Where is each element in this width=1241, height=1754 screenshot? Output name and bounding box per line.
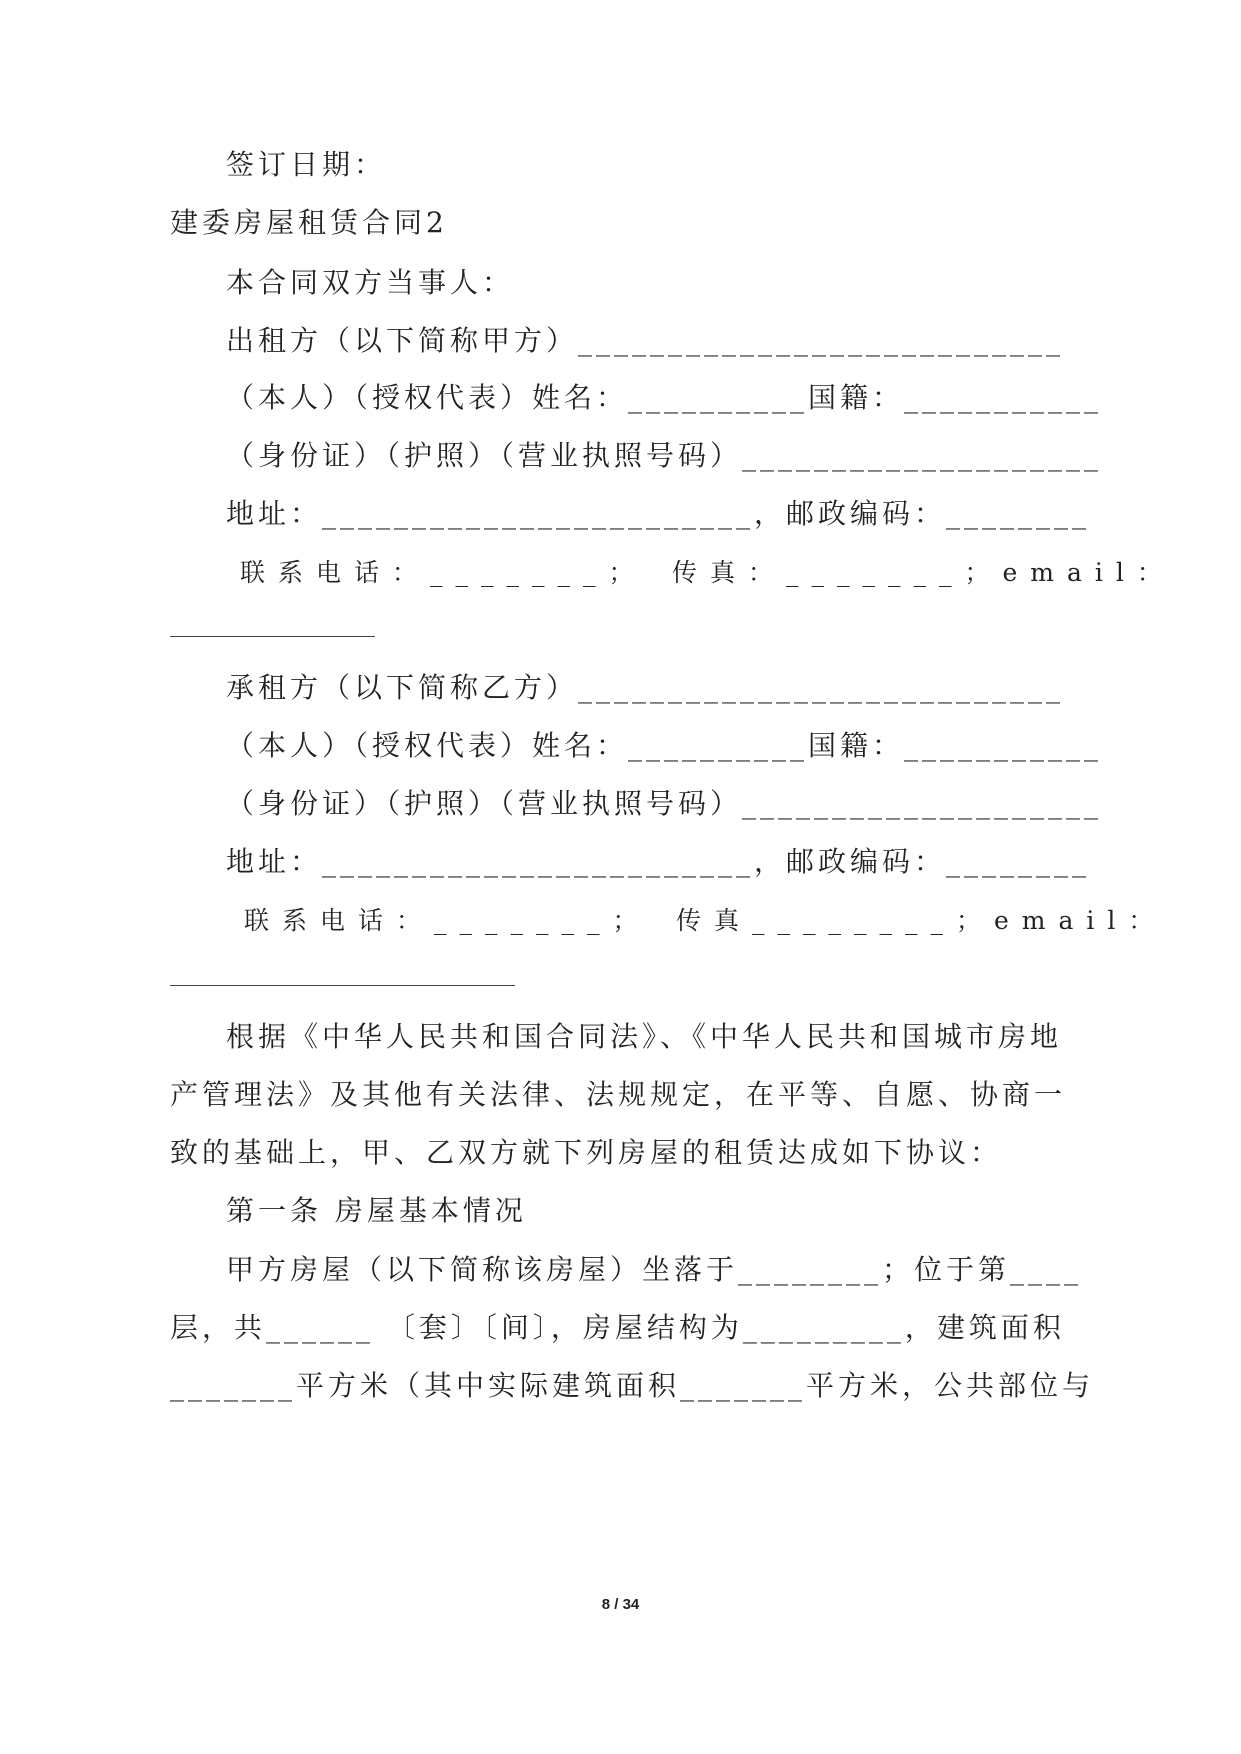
- article-one-heading: 第一条 房屋基本情况: [226, 1194, 527, 1227]
- lessee-name-nationality: （本人）（授权代表）姓名：__________国籍：___________: [226, 729, 1103, 762]
- article-one-line-3: _______平方米（其中实际建筑面积_______平方米，公共部位与: [170, 1369, 1095, 1402]
- lessee-email-blank: [170, 985, 515, 986]
- article-one-line-1: 甲方房屋（以下简称该房屋）坐落于________；位于第____: [226, 1253, 1083, 1286]
- lessee-contact: 联系电话：_______； 传真________；email：: [244, 906, 1167, 935]
- lessor-address: 地址：________________________，邮政编码：________: [226, 497, 1091, 530]
- lessor-email-blank: [170, 636, 375, 637]
- contract-title: 建委房屋租赁合同2: [170, 206, 448, 239]
- parties-heading: 本合同双方当事人：: [226, 266, 515, 299]
- article-one-line-2: 层，共______ 〔套〕〔间〕，房屋结构为_________，建筑面积: [170, 1311, 1065, 1344]
- lessee-id-number: （身份证）（护照）（营业执照号码）____________________: [226, 787, 1103, 820]
- signing-date-label: 签订日期：: [226, 148, 387, 181]
- preamble-line-3: 致的基础上，甲、乙双方就下列房屋的租赁达成如下协议：: [170, 1136, 1003, 1169]
- page-number: 8 / 34: [601, 1596, 640, 1613]
- lessor-line: 出租方（以下简称甲方）___________________________: [226, 324, 1065, 357]
- preamble-line-1: 根据《中华人民共和国合同法》、《中华人民共和国城市房地: [226, 1020, 1063, 1053]
- lessor-name-nationality: （本人）（授权代表）姓名：__________国籍：___________: [226, 381, 1103, 414]
- lessee-line: 承租方（以下简称乙方）___________________________: [226, 671, 1065, 704]
- lessee-address: 地址：________________________，邮政编码：________: [226, 845, 1091, 878]
- preamble-line-2: 产管理法》及其他有关法律、法规规定，在平等、自愿、协商一: [170, 1078, 1067, 1111]
- lessor-contact: 联系电话：_______； 传真：_______；email：: [240, 558, 1175, 587]
- lessor-id-number: （身份证）（护照）（营业执照号码）____________________: [226, 439, 1103, 472]
